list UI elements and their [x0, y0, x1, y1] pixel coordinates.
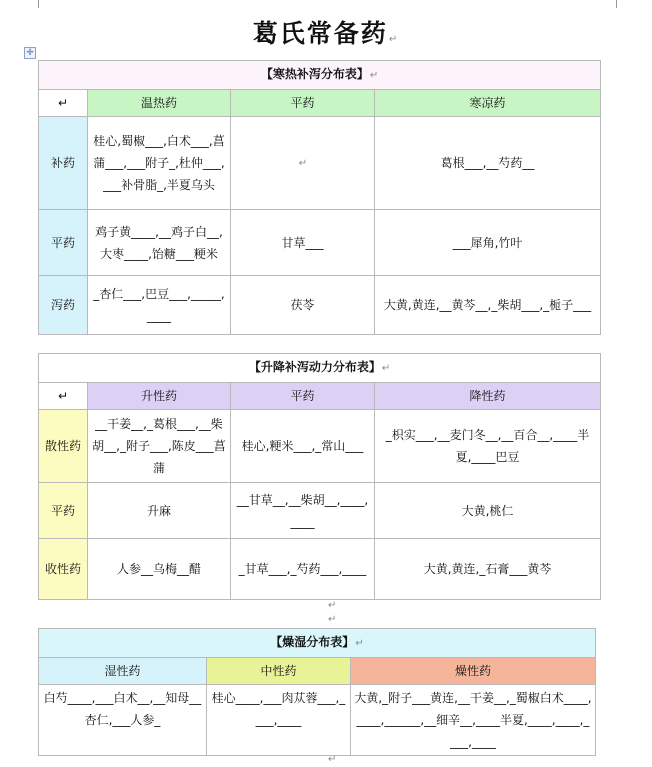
table3-caption: 【燥湿分布表】↵	[39, 629, 596, 658]
table2-col-descend: 降性药	[375, 383, 601, 410]
table2-corner: ↵	[39, 383, 88, 410]
table2-cell: __干姜__,_葛根___,__柴胡__,_附子___,陈皮___菖蒲	[88, 410, 231, 483]
table3-col-neutral: 中性药	[207, 658, 351, 685]
table1-cell: 甘草___	[231, 210, 375, 276]
paragraph-mark-icon: ↵	[388, 34, 400, 45]
table3-cell: 大黄,_附子___黄连,__干姜__,_蜀椒白术____,____,______,__细辛__,____半夏,____,____,____,____	[351, 685, 596, 756]
table1-cell: 鸡子黄____,__鸡子白__,大枣____,饴糖___粳米	[88, 210, 231, 276]
table1-cell: 大黄,黄连,__黄芩__,_柴胡___,_栀子___	[375, 276, 601, 335]
crop-mark-right	[616, 0, 625, 8]
table1-row-neutral: 平药	[39, 210, 88, 276]
document-title	[0, 14, 652, 50]
table2-cell: _枳实___,__麦门冬__,__百合__,____半夏,____巴豆	[375, 410, 601, 483]
table1-col-cold: 寒凉药	[375, 90, 601, 117]
table2-cell: 升麻	[88, 483, 231, 539]
table1-caption: 【寒热补泻分布表】↵	[39, 61, 601, 90]
table2-cell: 人参__乌梅__醋	[88, 539, 231, 600]
table-ascend-descend	[38, 353, 601, 600]
table3-col-dry: 燥性药	[351, 658, 596, 685]
table-cold-hot	[38, 60, 601, 335]
table1-cell: 茯苓	[231, 276, 375, 335]
table1-cell: 桂心,蜀椒___,白术___,菖蒲___,___附子_,杜仲___,___补骨脂_,半夏乌头	[88, 117, 231, 210]
table-dry-damp	[38, 628, 596, 756]
table2-cell: 桂心,粳米___,_常山___	[231, 410, 375, 483]
paragraph-mark-icon: ↵	[328, 614, 337, 625]
table2-row-astringe: 收性药	[39, 539, 88, 600]
table1-cell: _杏仁___,巴豆___,_____,____	[88, 276, 231, 335]
table3-col-damp: 湿性药	[39, 658, 207, 685]
table1-row-tonify: 补药	[39, 117, 88, 210]
table-move-handle-icon[interactable]: ✛	[24, 47, 36, 59]
table2-row-disperse: 散性药	[39, 410, 88, 483]
table2-caption: 【升降补泻动力分布表】↵	[39, 354, 601, 383]
table2-row-neutral: 平药	[39, 483, 88, 539]
table1-col-warm: 温热药	[88, 90, 231, 117]
table3-cell: 白芍____,___白术__,__知母__杏仁,___人参_	[39, 685, 207, 756]
table2-cell: 大黄,桃仁	[375, 483, 601, 539]
table2-col-ascend: 升性药	[88, 383, 231, 410]
table1-cell: ↵	[231, 117, 375, 210]
table1-cell: ___犀角,竹叶	[375, 210, 601, 276]
paragraph-mark-icon: ↵	[328, 754, 337, 765]
paragraph-mark-icon: ↵	[328, 600, 337, 611]
table2-cell: 大黄,黄连,_石膏___黄芩	[375, 539, 601, 600]
table2-col-neutral: 平药	[231, 383, 375, 410]
table1-cell: 葛根___,__芍药__	[375, 117, 601, 210]
table1-corner: ↵	[39, 90, 88, 117]
crop-mark-left	[30, 0, 39, 8]
table3-cell: 桂心____,___肉苁蓉___,____,____	[207, 685, 351, 756]
table2-cell: _甘草___,_芍药___,____	[231, 539, 375, 600]
table1-col-neutral: 平药	[231, 90, 375, 117]
table1-row-purge: 泻药	[39, 276, 88, 335]
title-text: 葛氏常备药	[252, 19, 388, 48]
table2-cell: __甘草__,__柴胡__,____,____	[231, 483, 375, 539]
